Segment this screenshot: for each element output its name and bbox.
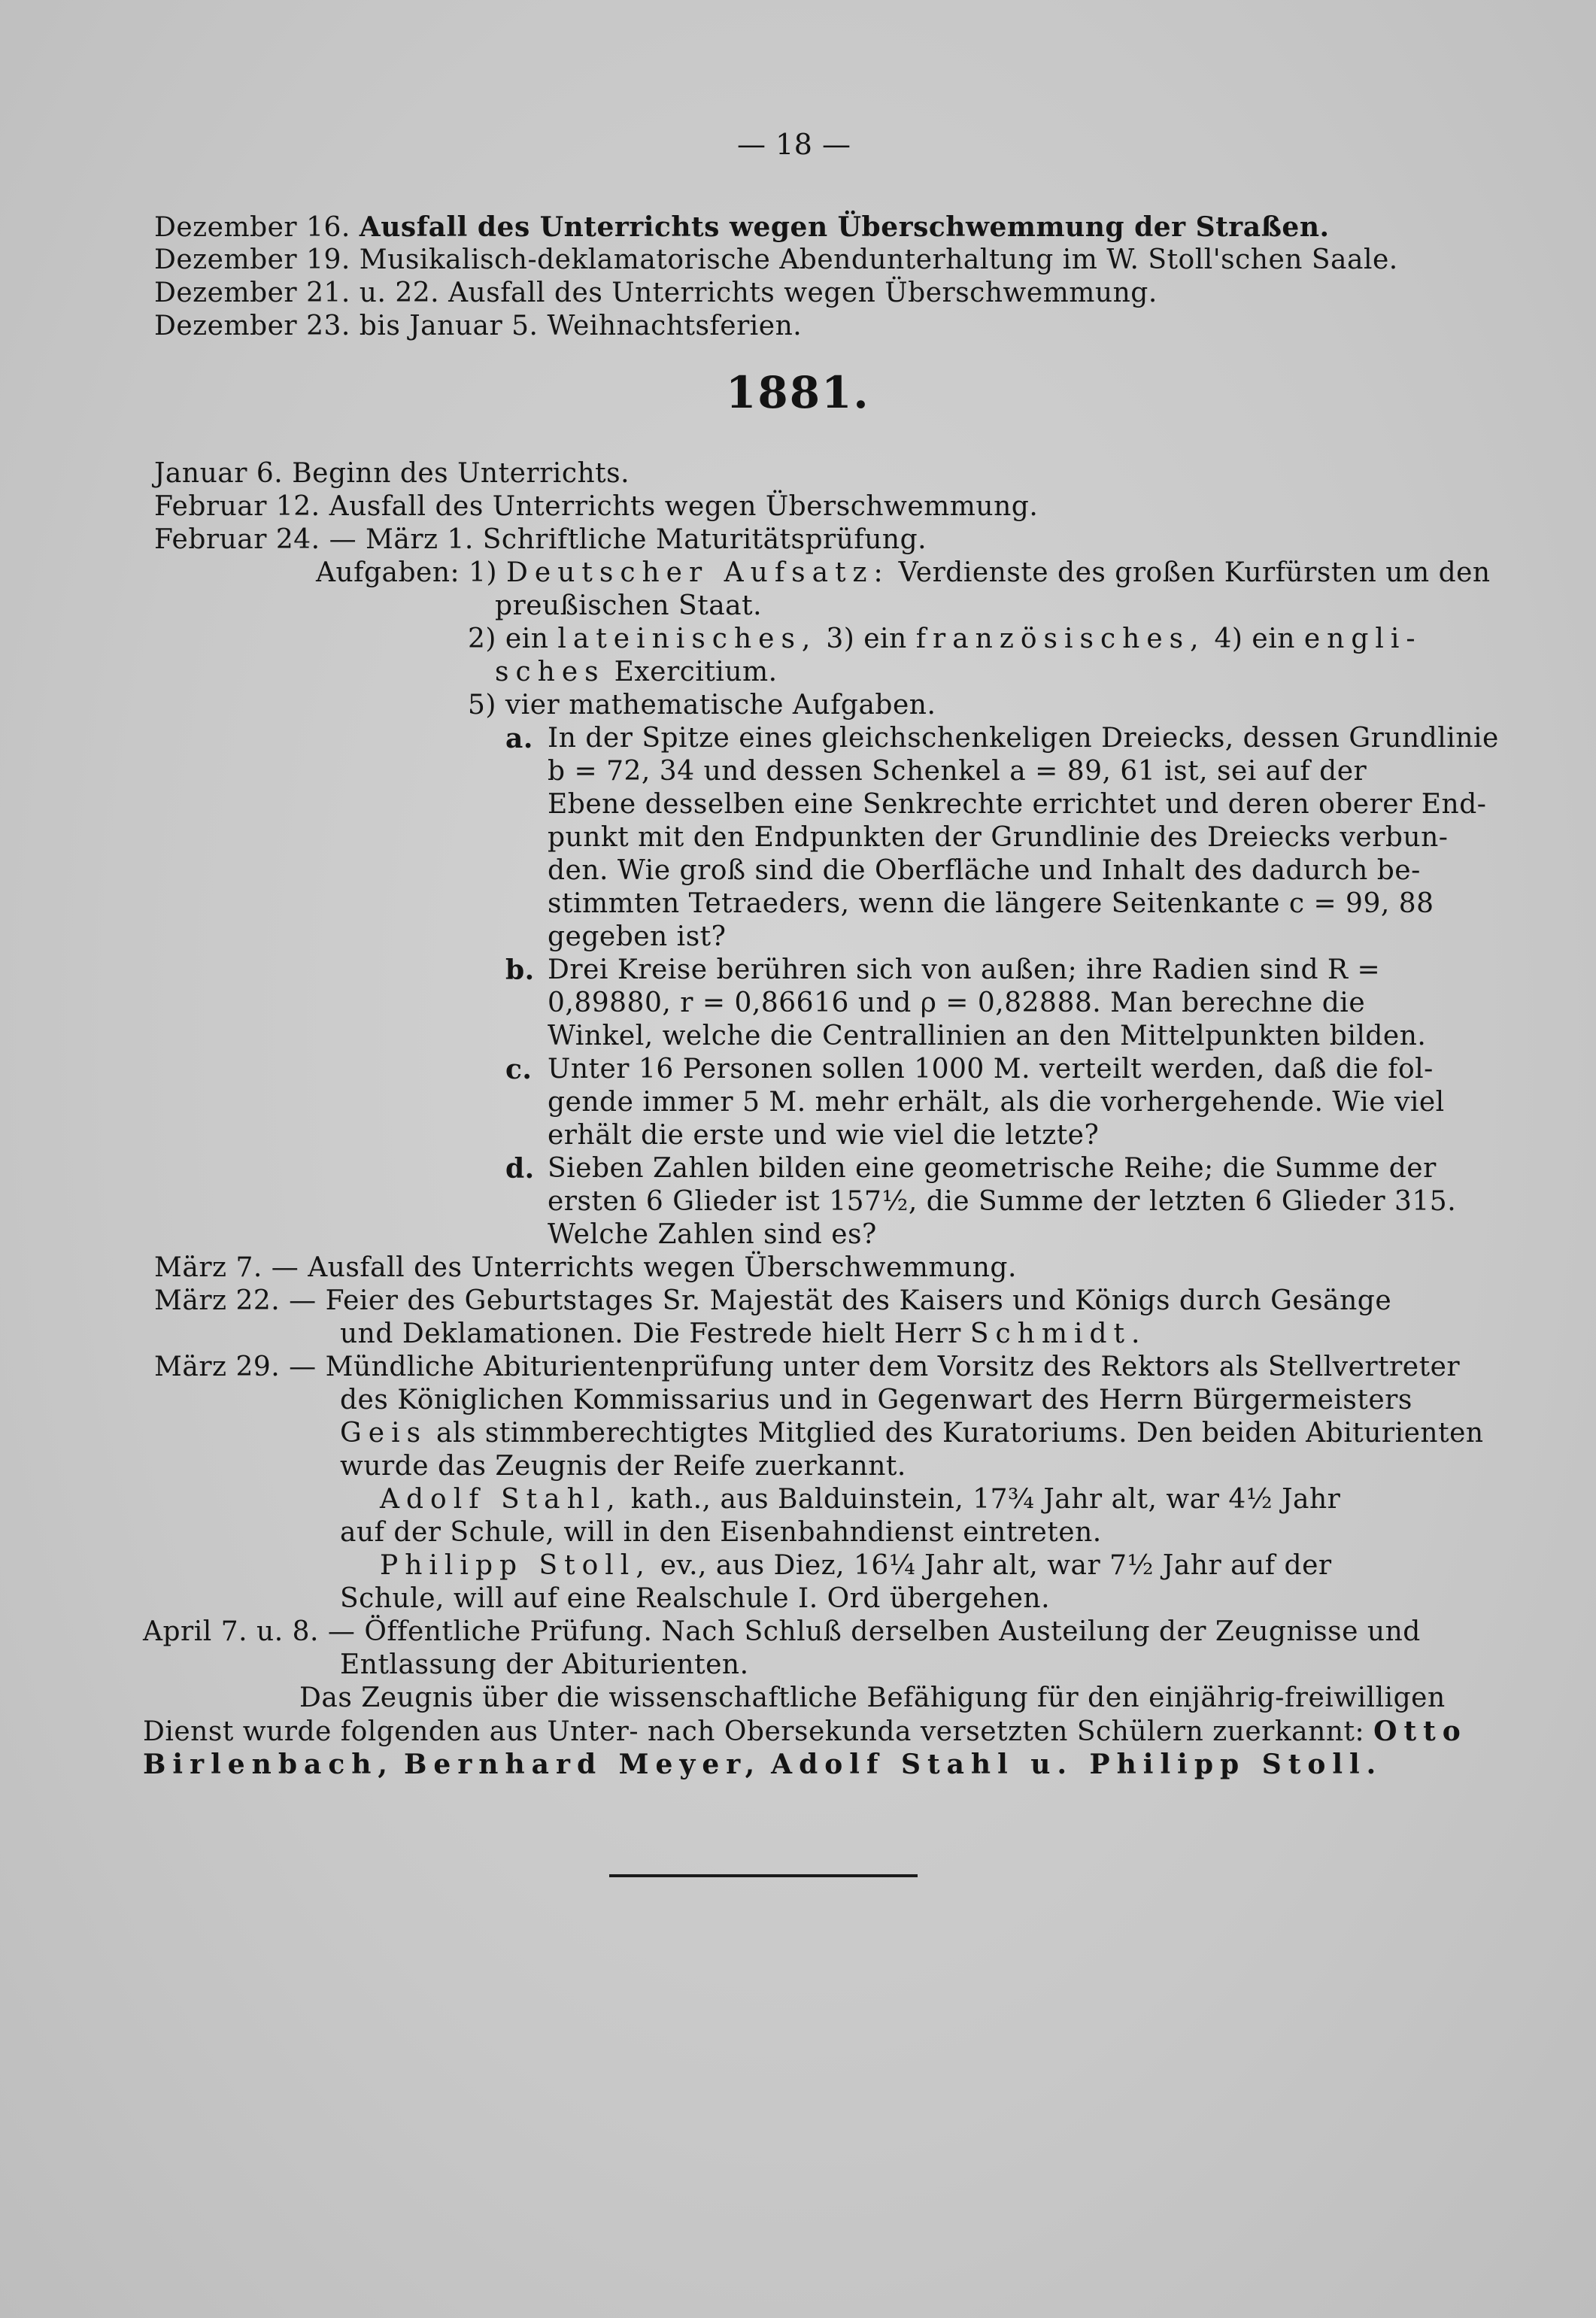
math-task-a-line: stimmten Tetraeders, wenn die längere Seitenkante c = 99, 88 bbox=[548, 888, 1434, 919]
entry-text: Ausfall des Unterrichts wegen Überschwemmung. bbox=[448, 278, 1158, 308]
task2-b: 3) ein bbox=[826, 623, 907, 654]
entry-dec-23 bbox=[154, 310, 802, 343]
aufgaben-line-3 bbox=[468, 623, 1422, 656]
entry-march-7 bbox=[154, 1252, 1017, 1285]
entry-date: Dezember 16. bbox=[154, 212, 350, 243]
math-task-c-line: erhält die erste und wie viel die letzte? bbox=[548, 1120, 1100, 1151]
student-name: Birlenbach, bbox=[143, 1749, 394, 1780]
entry-date: Dezember 23. bis Januar 5. bbox=[154, 311, 539, 341]
math-task-b-line: Drei Kreise berühren sich von außen; ihre Radien sind R = bbox=[548, 954, 1381, 985]
entry-date: Februar 12. bbox=[154, 491, 320, 522]
entry-date: Januar 6. bbox=[154, 458, 284, 489]
math-task-b-line: 0,89880, r = 0,86616 und ρ = 0,82888. Man berechne die bbox=[548, 988, 1366, 1018]
aufgaben-line-4 bbox=[495, 656, 778, 689]
graduate-text: ev., aus Diez, 16¼ Jahr alt, war 7½ Jahr auf der bbox=[660, 1550, 1332, 1581]
math-task-a-line: In der Spitze eines gleichschenkeligen Dreiecks, dessen Grundlinie bbox=[548, 723, 1499, 754]
math-task-a-line: gegeben ist? bbox=[548, 921, 727, 952]
entry-feb-24 bbox=[154, 523, 927, 557]
graduate-stahl-cont: auf der Schule, will in den Eisenbahndienst eintreten. bbox=[340, 1517, 1102, 1548]
task2-end: Exercitium. bbox=[614, 657, 778, 687]
math-task-letter-d: d. bbox=[505, 1153, 535, 1185]
entry-dec-16 bbox=[154, 211, 1330, 244]
math-task-c-line: Unter 16 Personen sollen 1000 M. verteilt werden, daß die fol- bbox=[548, 1054, 1434, 1085]
math-task-a-line: b = 72, 34 und dessen Schenkel a = 89, 61 ist, sei auf der bbox=[548, 756, 1367, 787]
year-heading: 1881. bbox=[726, 367, 870, 418]
closing-line-1: Das Zeugnis über die wissenschaftliche Befähigung für den einjährig-freiwilligen bbox=[299, 1682, 1446, 1713]
math-task-d-line: Sieben Zahlen bilden eine geometrische Reihe; die Summe der bbox=[548, 1153, 1437, 1184]
task2-english-cont: sches bbox=[495, 657, 605, 687]
mayor-name: Geis bbox=[340, 1418, 428, 1449]
entry-march-22 bbox=[154, 1285, 1391, 1318]
graduate-stoll bbox=[380, 1549, 1332, 1582]
entry-text: Ausfall des Unterrichts wegen Überschwemmung der Straßen. bbox=[359, 211, 1330, 243]
entry-date: Dezember 19. bbox=[154, 244, 350, 275]
entry-date: April 7. u. 8. — bbox=[143, 1616, 356, 1647]
entry-text: Beginn des Unterrichts. bbox=[292, 458, 630, 489]
task2-english: engli- bbox=[1303, 623, 1422, 654]
page-number: — 18 — bbox=[737, 128, 851, 161]
graduate-text: kath., aus Balduinstein, 17¾ Jahr alt, war 4½ Jahr bbox=[630, 1484, 1341, 1515]
entry-april bbox=[143, 1616, 1421, 1649]
math-task-c-line: gende immer 5 M. mehr erhält, als die vorhergehende. Wie viel bbox=[548, 1087, 1445, 1118]
math-task-a-line: den. Wie groß sind die Oberfläche und Inhalt des dadurch be- bbox=[548, 855, 1421, 886]
entry-date: März 7. — bbox=[154, 1252, 299, 1283]
entry-text: Schriftliche Maturitätsprüfung. bbox=[482, 524, 927, 555]
entry-dec-21 bbox=[154, 277, 1158, 310]
entry-date: März 22. — bbox=[154, 1285, 317, 1316]
task2-french: französisches, bbox=[915, 623, 1206, 654]
entry-march-29 bbox=[154, 1351, 1460, 1384]
entry-text: Ausfall des Unterrichts wegen Überschwemmung. bbox=[308, 1252, 1017, 1283]
math-task-d-line: Welche Zahlen sind es? bbox=[548, 1219, 877, 1250]
math-task-a-line: Ebene desselben eine Senkrechte errichtet und deren oberer End- bbox=[548, 789, 1487, 820]
graduate-stoll-cont: Schule, will auf eine Realschule I. Ord übergehen. bbox=[340, 1583, 1051, 1614]
graduate-name: Adolf Stahl, bbox=[380, 1484, 622, 1515]
entry-text: Öffentliche Prüfung. Nach Schluß derselben Austeilung der Zeugnisse und bbox=[364, 1616, 1421, 1647]
math-task-letter-b: b. bbox=[505, 954, 535, 986]
entry-march-29-line bbox=[340, 1417, 1484, 1450]
task1-text: Verdienste des großen Kurfürsten um den bbox=[898, 557, 1491, 588]
student-name: Otto bbox=[1373, 1716, 1467, 1747]
end-rule bbox=[609, 1874, 918, 1877]
entry-date: Februar 24. — März 1. bbox=[154, 524, 474, 555]
math-task-d-line: ersten 6 Glieder ist 157½, die Summe der letzten 6 Glieder 315. bbox=[548, 1186, 1457, 1217]
task2-c: 4) ein bbox=[1214, 623, 1295, 654]
graduate-name: Philipp Stoll, bbox=[380, 1550, 651, 1581]
entry-march-29-line: wurde das Zeugnis der Reife zuerkannt. bbox=[340, 1451, 906, 1482]
aufgaben-line-5: 5) vier mathematische Aufgaben. bbox=[468, 690, 936, 721]
task2-latin: lateinisches, bbox=[557, 623, 818, 654]
entry-march-29-line: des Königlichen Kommissarius und in Gegenwart des Herrn Bürgermeisters bbox=[340, 1385, 1412, 1415]
aufgaben-label: Aufgaben: 1) bbox=[316, 557, 498, 588]
entry-jan-6 bbox=[154, 457, 630, 490]
entry-text: Weihnachtsferien. bbox=[547, 311, 803, 341]
entry-text: Ausfall des Unterrichts wegen Überschwemmung. bbox=[329, 491, 1039, 522]
entry-text: Feier des Geburtstages Sr. Majestät des Kaisers und Königs durch Gesänge bbox=[325, 1285, 1392, 1316]
graduate-stahl bbox=[380, 1483, 1340, 1516]
student-name: Bernhard Meyer, bbox=[404, 1749, 762, 1780]
aufgaben-line-2: preußischen Staat. bbox=[495, 590, 763, 621]
entry-text: und Deklamationen. Die Festrede hielt Herr bbox=[340, 1318, 961, 1349]
speaker-name: Schmidt. bbox=[969, 1318, 1147, 1349]
closing-text: Dienst wurde folgenden aus Unter- nach Obersekunda versetzten Schülern zuerkannt: bbox=[143, 1716, 1365, 1747]
entry-text: Mündliche Abiturientenprüfung unter dem Vorsitz des Rektors als Stellvertreter bbox=[325, 1352, 1461, 1382]
aufgaben-line-1 bbox=[316, 557, 1491, 590]
entry-april-cont: Entlassung der Abiturienten. bbox=[340, 1649, 749, 1680]
entry-text: als stimmberechtigtes Mitglied des Kuratoriums. Den beiden Abiturienten bbox=[436, 1418, 1484, 1449]
closing-line-2 bbox=[143, 1715, 1467, 1749]
task1-title: Deutscher Aufsatz: bbox=[506, 557, 890, 588]
math-task-letter-c: c. bbox=[505, 1054, 533, 1085]
closing-line-3 bbox=[143, 1748, 1382, 1781]
entry-feb-12 bbox=[154, 490, 1038, 523]
math-task-b-line: Winkel, welche die Centrallinien an den Mittelpunkten bilden. bbox=[548, 1021, 1427, 1051]
math-task-letter-a: a. bbox=[505, 723, 533, 754]
entry-dec-19 bbox=[154, 244, 1398, 277]
entry-march-22-cont bbox=[340, 1318, 1146, 1351]
student-name: Adolf Stahl u. Philipp Stoll. bbox=[771, 1749, 1383, 1780]
entry-date: Dezember 21. u. 22. bbox=[154, 278, 440, 308]
task2-a: 2) ein bbox=[468, 623, 549, 654]
entry-date: März 29. — bbox=[154, 1352, 317, 1382]
math-task-a-line: punkt mit den Endpunkten der Grundlinie des Dreiecks verbun- bbox=[548, 822, 1449, 853]
entry-text: Musikalisch-deklamatorische Abendunterhaltung im W. Stoll'schen Saale. bbox=[359, 244, 1398, 275]
